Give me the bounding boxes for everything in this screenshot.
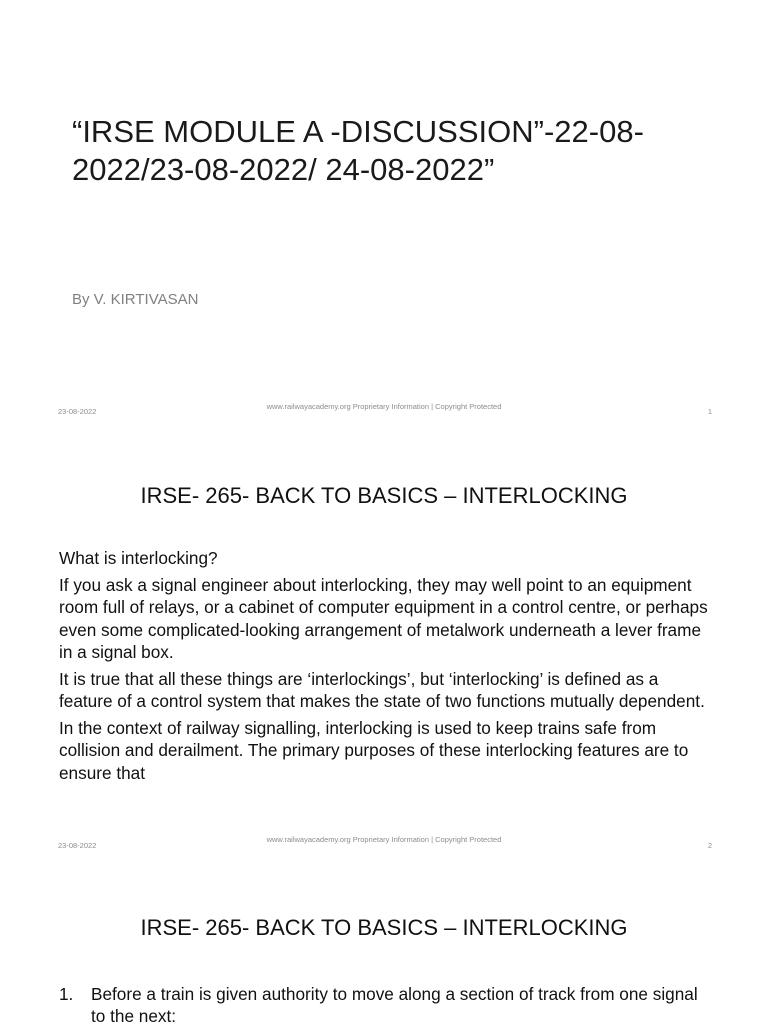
body-paragraph: In the context of railway signalling, interlocking is used to keep trains safe from collision and derailment. The primary purposes of these interlocking features are to ensure that xyxy=(59,717,689,783)
list-item xyxy=(59,983,709,1027)
body-paragraph: What is interlocking? xyxy=(59,548,218,568)
slide-body xyxy=(59,547,709,788)
slide-3 xyxy=(0,866,768,1024)
footer-date: 23-08-2022 xyxy=(58,407,97,416)
slide-2 xyxy=(0,433,768,866)
slide-heading: IRSE- 265- BACK TO BASICS – INTERLOCKING xyxy=(140,915,628,940)
body-paragraph: If you ask a signal engineer about interlocking, they may well point to an equipment room full of relays, or a cabinet of computer equipment in a control centre, or perhaps even some complicated-looking arrangement of metalwork underneath a lever frame in a signal box. xyxy=(59,574,708,662)
footer-copyright: www.railwayacademy.org Proprietary Information | Copyright Protected xyxy=(266,402,502,411)
list-item-number: 1. xyxy=(59,984,74,1004)
footer-copyright: www.railwayacademy.org Proprietary Information | Copyright Protected xyxy=(266,835,502,844)
footer-date: 23-08-2022 xyxy=(58,841,97,850)
list-item-text: Before a train is given authority to move along a section of track from one signal to the next: xyxy=(91,984,698,1026)
footer-page-number: 1 xyxy=(707,407,712,416)
slide-heading: IRSE- 265- BACK TO BASICS – INTERLOCKING xyxy=(140,483,628,508)
body-paragraph: It is true that all these things are ‘interlockings’, but ‘interlocking’ is defined as a feature of a control system that makes the state of two functions mutually dependent. xyxy=(59,668,705,711)
slide-1 xyxy=(0,0,768,433)
presentation-title: “IRSE MODULE A -DISCUSSION”-22-08-2022/23-08-2022/ 24-08-2022” xyxy=(72,114,644,187)
author-subtitle: By V. KIRTIVASAN xyxy=(72,291,199,308)
footer-page-number: 2 xyxy=(707,841,712,850)
numbered-list xyxy=(59,983,709,1027)
